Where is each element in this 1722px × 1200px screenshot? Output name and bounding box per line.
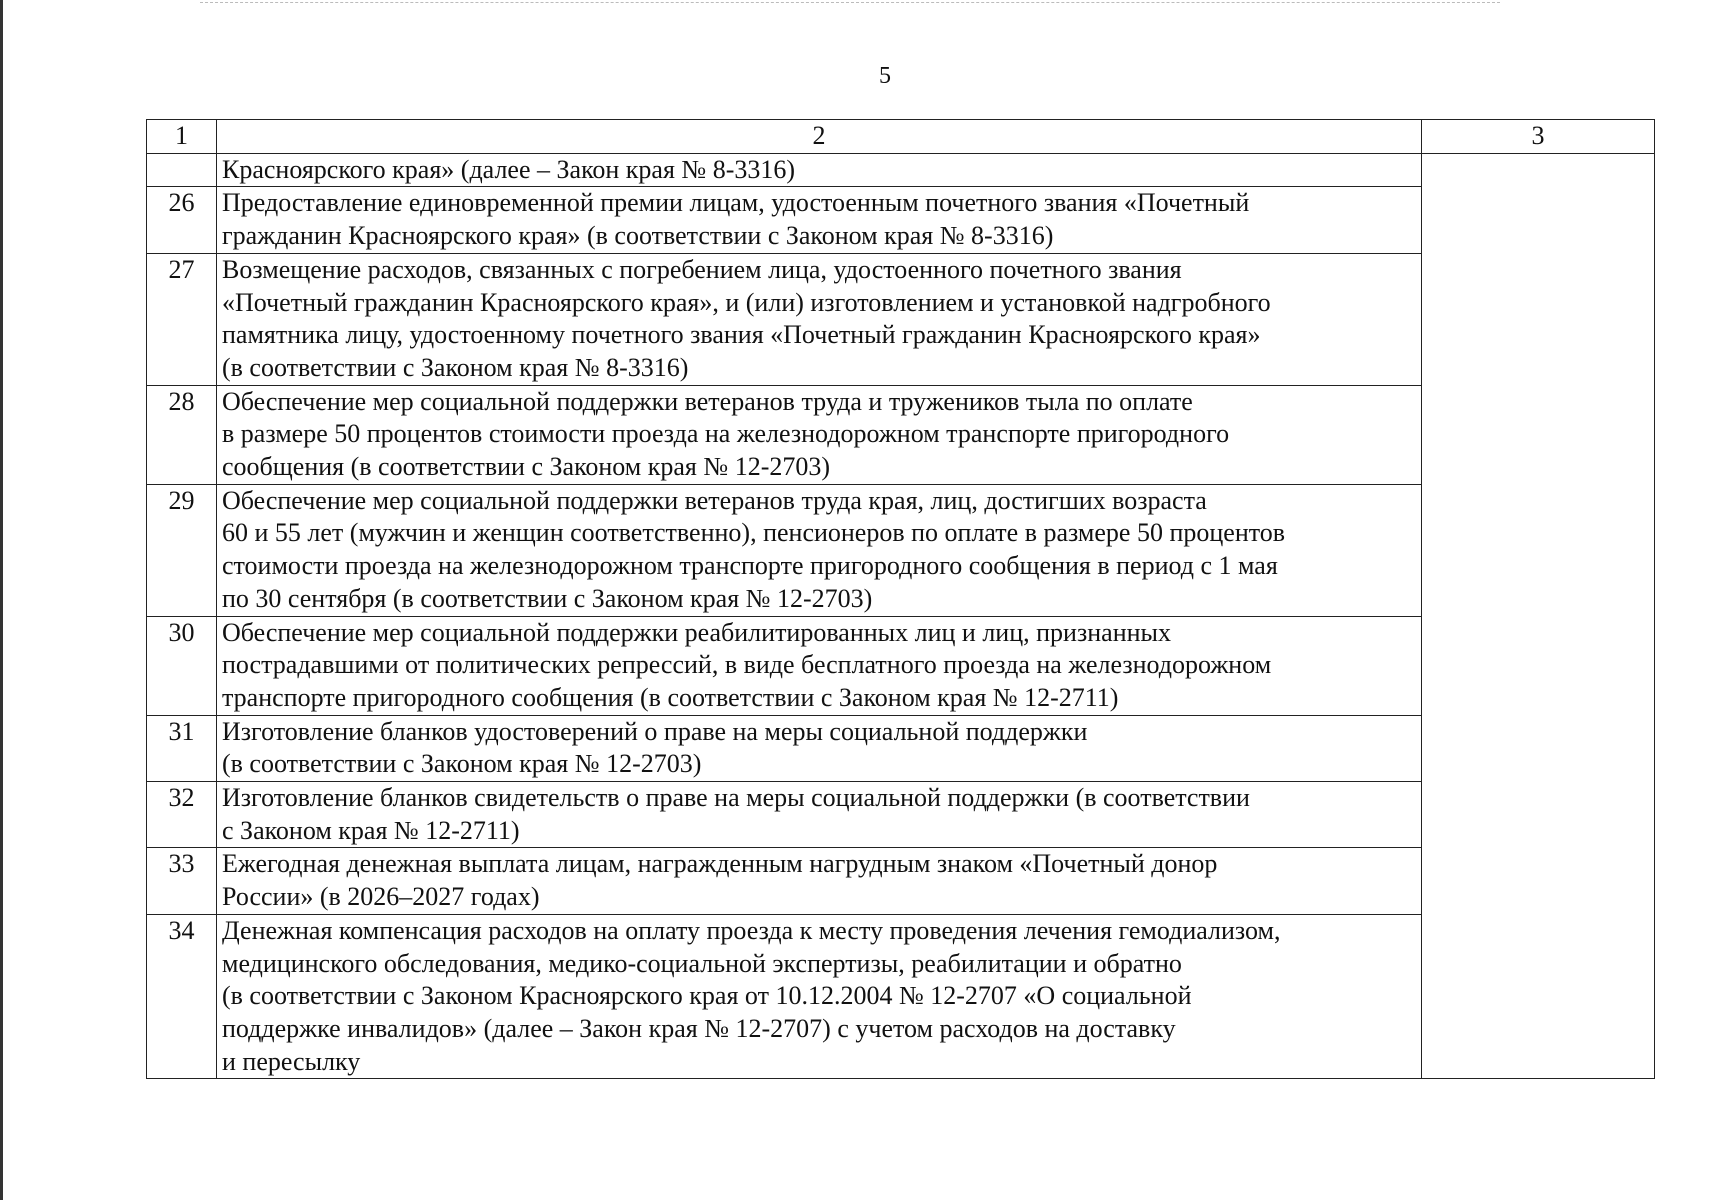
row-number: 30 [147,616,217,715]
description-line: (в соответствии с Законом Красноярского края от 10.12.2004 № 12-2707 «О социальной [222,981,1192,1011]
description-line: памятника лицу, удостоенному почетного звания «Почетный гражданин Красноярского края» [222,320,1261,350]
row-number: 26 [147,187,217,253]
row-description [217,848,1422,914]
row-number: 32 [147,782,217,848]
row-description [217,616,1422,715]
description-line: транспорте пригородного сообщения (в соответствии с Законом края № 12-2711) [222,682,1119,712]
row-number [147,153,217,187]
column-3-cell [1422,153,1655,1079]
header-cell-1: 1 [147,120,217,154]
description-line: Изготовление бланков удостоверений о праве на меры социальной поддержки [222,716,1088,746]
table-row [147,153,1655,187]
row-description [217,385,1422,484]
row-number: 34 [147,914,217,1079]
row-description [217,153,1422,187]
row-description [217,782,1422,848]
row-description [217,914,1422,1079]
header-cell-2: 2 [217,120,1422,154]
row-number: 28 [147,385,217,484]
table-body [147,120,1655,1079]
description-line: Изготовление бланков свидетельств о праве на меры социальной поддержки (в соответствии [222,783,1250,813]
row-description [217,715,1422,781]
scan-edge [0,0,3,1200]
description-line: и пересылку [222,1046,361,1076]
description-line: Денежная компенсация расходов на оплату проезда к месту проведения лечения гемодиализом, [222,915,1281,945]
row-number: 29 [147,484,217,616]
description-line: «Почетный гражданин Красноярского края», и (или) изготовлением и установкой надгробного [222,287,1271,317]
row-number: 27 [147,253,217,385]
table-header-row [147,120,1655,154]
description-line: поддержке инвалидов» (далее – Закон края № 12-2707) с учетом расходов на доставку [222,1013,1176,1043]
description-line: Обеспечение мер социальной поддержки реабилитированных лиц и лиц, признанных [222,617,1171,647]
page-number: 5 [879,63,891,89]
description-line: (в соответствии с Законом края № 8-3316) [222,352,689,382]
row-description [217,484,1422,616]
description-line: Обеспечение мер социальной поддержки ветеранов труда края, лиц, достигших возраста [222,485,1207,515]
header-cell-3: 3 [1422,120,1655,154]
row-description [217,187,1422,253]
row-number: 33 [147,848,217,914]
description-line: сообщения (в соответствии с Законом края № 12-2703) [222,452,831,482]
description-line: в размере 50 процентов стоимости проезда на железнодорожном транспорте пригородного [222,419,1230,449]
description-line: гражданин Красноярского края» (в соответствии с Законом края № 8-3316) [222,221,1054,251]
description-line: по 30 сентября (в соответствии с Законом края № 12-2703) [222,583,873,613]
scan-top-line [200,2,1500,3]
row-description [217,253,1422,385]
row-number: 31 [147,715,217,781]
description-line: пострадавшими от политических репрессий, в виде бесплатного проезда на железнодорожном [222,650,1272,680]
description-line: 60 и 55 лет (мужчин и женщин соответственно), пенсионеров по оплате в размере 50 процентов [222,518,1286,548]
description-line: медицинского обследования, медико-социальной экспертизы, реабилитации и обратно [222,948,1182,978]
description-line: стоимости проезда на железнодорожном транспорте пригородного сообщения в период с 1 мая [222,551,1278,581]
budget-items-table [146,119,1655,1079]
description-line: (в соответствии с Законом края № 12-2703) [222,749,702,779]
description-line: Предоставление единовременной премии лицам, удостоенным почетного звания «Почетный [222,188,1250,218]
description-line: Ежегодная денежная выплата лицам, награжденным нагрудным знаком «Почетный донор [222,849,1218,879]
description-line: с Законом края № 12-2711) [222,815,520,845]
description-line: Возмещение расходов, связанных с погребением лица, удостоенного почетного звания [222,254,1182,284]
description-line: Обеспечение мер социальной поддержки ветеранов труда и тружеников тыла по оплате [222,386,1193,416]
description-line: Красноярского края» (далее – Закон края № 8-3316) [222,154,796,184]
description-line: России» (в 2026–2027 годах) [222,882,540,912]
